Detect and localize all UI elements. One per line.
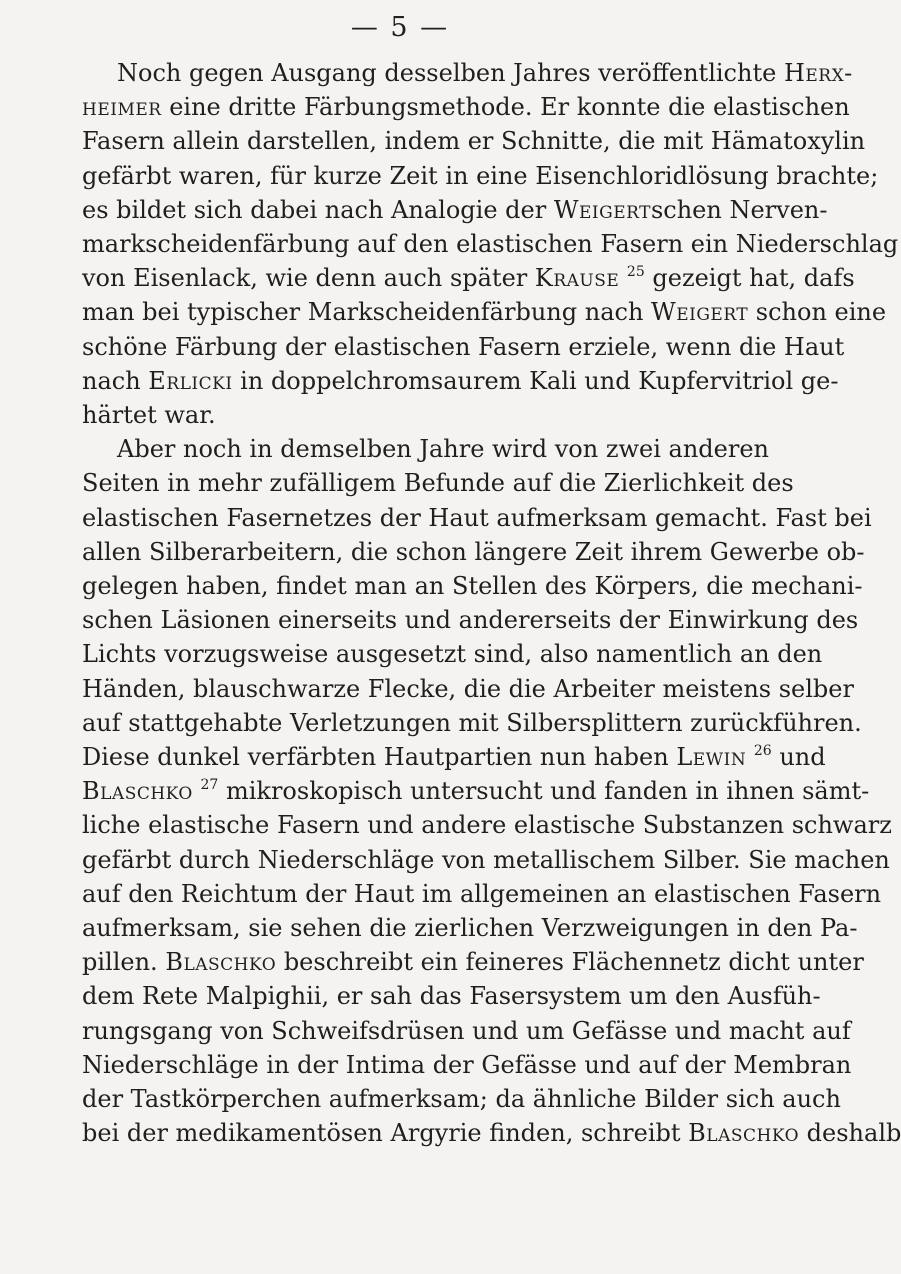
text-run: gefärbt durch Niederschläge von metallischem Silber. Sie machen: [82, 845, 890, 874]
text-run: Händen, blauschwarze Flecke, die die Arbeiter meistens selber: [82, 674, 854, 703]
text-line: [82, 603, 859, 637]
text-run: der Tastkörperchen aufmerksam; da ähnliche Bilder sich auch: [82, 1085, 841, 1114]
text-line: [82, 432, 769, 466]
author-name: Blaschko: [165, 948, 277, 977]
text-run: man bei typischer Markscheidenfärbung nach: [82, 298, 652, 327]
text-run: Seiten in mehr zufälligem Befunde auf die Zierlichkeit des: [82, 469, 794, 498]
text-run: Lichts vorzugsweise ausgesetzt sind, also namentlich an den: [82, 640, 823, 669]
text-line: [82, 330, 845, 364]
author-name: Weigert: [553, 195, 651, 224]
text-run: nach: [82, 366, 149, 395]
text-line: [82, 1116, 901, 1150]
text-run: Noch gegen Ausgang desselben Jahres veröffentlichte: [117, 59, 784, 87]
author-name: heimer: [82, 93, 162, 122]
text-line: [82, 261, 855, 295]
text-line: [82, 911, 858, 945]
text-line: [82, 774, 870, 808]
text-run: auf stattgehabte Verletzungen mit Silbersplittern zurückführen.: [82, 708, 862, 737]
text-line: [82, 159, 879, 193]
text-line: [82, 364, 839, 398]
text-line: [82, 501, 872, 535]
text-line: [82, 877, 882, 911]
text-line: [82, 90, 850, 124]
text-run: Diese dunkel verfärbten Hautpartien nun haben: [82, 743, 677, 772]
author-name: Erlicki: [148, 366, 233, 395]
text-run: allen Silberarbeitern, die schon längere Zeit ihrem Gewerbe ob-: [82, 537, 865, 566]
text-run: aufmerksam, sie sehen die zierlichen Verzweigungen in den Pa-: [82, 914, 858, 943]
text-run: härtet war.: [82, 401, 216, 430]
footnote-ref: 26: [753, 743, 772, 760]
text-line: [82, 1048, 852, 1082]
text-run: [619, 264, 627, 292]
text-run: schen Läsionen einerseits und andererseits der Einwirkung des: [82, 606, 859, 635]
text-run: schon eine: [748, 298, 887, 327]
author-name: Blaschko: [82, 777, 193, 806]
text-run: schöne Färbung der elastischen Fasern erziele, wenn die Haut: [82, 332, 845, 361]
text-run: Niederschläge in der Intima der Gefässe und auf der Membran: [82, 1050, 852, 1079]
author-name: Herx-: [783, 59, 853, 87]
text-line: [82, 124, 866, 158]
page-number: — 5 —: [350, 12, 450, 43]
body-text: [82, 56, 901, 1151]
author-name: Krause: [534, 264, 620, 293]
text-run: pillen.: [82, 948, 166, 977]
text-run: rungsgang von Schweifsdrüsen und um Gefässe und macht auf: [82, 1016, 851, 1045]
text-run: [746, 743, 754, 771]
author-name: Lewin: [676, 743, 747, 772]
text-line: [82, 227, 899, 261]
text-line: [82, 1014, 851, 1048]
text-line: [82, 569, 863, 603]
text-run: Aber noch in demselben Jahre wird von zwei anderen: [117, 435, 769, 464]
text-line: [82, 193, 828, 227]
text-run: dem Rete Malpighii, er sah das Fasersystem um den Ausfüh-: [82, 982, 821, 1011]
text-run: [193, 777, 201, 805]
text-line: [82, 843, 890, 877]
footnote-ref: 27: [200, 777, 219, 794]
text-line: [82, 979, 821, 1013]
author-name: Blaschko: [688, 1119, 800, 1148]
text-run: bei der medikamentösen Argyrie finden, schreibt: [82, 1119, 689, 1148]
text-run: elastischen Fasernetzes der Haut aufmerksam gemacht. Fast bei: [82, 503, 872, 532]
text-line: [82, 56, 853, 90]
text-run: von Eisenlack, wie denn auch später: [82, 264, 535, 293]
text-run: liche elastische Fasern und andere elastische Substanzen schwarz: [82, 811, 892, 840]
text-run: Fasern allein darstellen, indem er Schnitte, die mit Hämatoxylin: [82, 127, 866, 156]
text-line: [82, 672, 854, 706]
text-run: mikroskopisch untersucht und fanden in ihnen sämt-: [218, 777, 870, 806]
text-line: [82, 398, 758, 432]
text-line: [82, 1082, 841, 1116]
text-line: [82, 466, 794, 500]
text-run: es bildet sich dabei nach Analogie der: [82, 195, 554, 224]
text-line: [82, 740, 826, 774]
text-run: in doppelchromsaurem Kali und Kupfervitriol ge-: [232, 366, 839, 395]
text-line: [82, 808, 892, 842]
text-line: [82, 295, 887, 329]
footnote-ref: 25: [626, 264, 645, 281]
author-name: Weigert: [651, 298, 749, 327]
text-run: markscheidenfärbung auf den elastischen Fasern ein Niederschlag: [82, 230, 899, 259]
text-run: und: [771, 743, 826, 772]
text-run: beschreibt ein feineres Flächennetz dicht unter: [276, 948, 864, 977]
text-line: [82, 535, 865, 569]
text-run: gelegen haben, findet man an Stellen des Körpers, die mechani-: [82, 572, 863, 601]
text-run: deshalb: [799, 1119, 901, 1148]
text-run: schen Nerven-: [650, 195, 828, 224]
text-run: gefärbt waren, für kurze Zeit in eine Eisenchloridlösung brachte;: [82, 161, 879, 190]
text-line: [82, 945, 864, 979]
text-line: [82, 706, 862, 740]
text-run: gezeigt hat, dafs: [644, 264, 855, 293]
text-line: [82, 637, 823, 671]
text-run: eine dritte Färbungsmethode. Er konnte die elastischen: [161, 93, 850, 122]
text-run: auf den Reichtum der Haut im allgemeinen an elastischen Fasern: [82, 879, 882, 908]
